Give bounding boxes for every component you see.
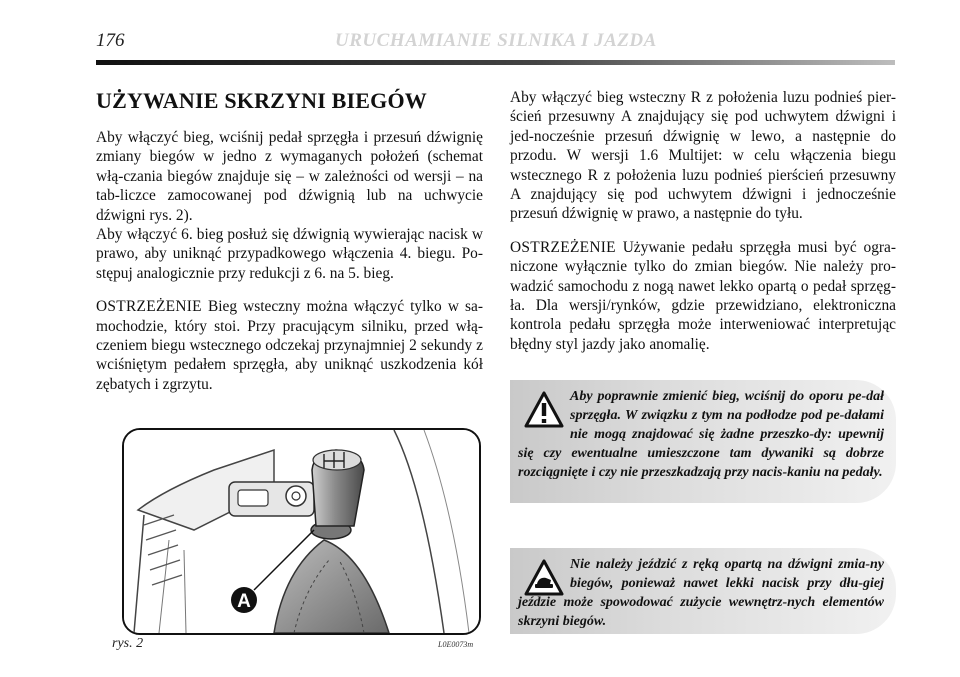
- header-rule: [96, 60, 895, 65]
- right-column: [510, 88, 896, 368]
- warning-box-text: Nie należy jeździć z ręką opartą na dźwigni zmia-ny biegów, ponieważ nawet lekki nacisk przy dłu-giej jeździe może spowodować zużycie wewnętrz-nych elementów skrzyni biegów.: [518, 557, 884, 629]
- warning-box-clutch: [510, 380, 896, 503]
- warning-text: Bieg wsteczny można włączyć tylko w sa-mochodzie, który stoi. Przy pracującym silniku, przed włą-czeniem biegu wstecznego odczekaj przynajmniej 2 sekundy z wciśniętym pedałem sprzęgła, aby uniknąć uszkodzenia kół zębatych i zgrzytu.: [96, 298, 483, 393]
- warning-text: Używanie pedału sprzęgła musi być ogra-niczone wyłącznie tylko do zmian biegów. Nie należy pro-wadzić samochodu z nogą nawet lekko opartą o pedał sprzęg-ła. Dla wersji/rynków, gdzie przewidziano, elektroniczna kontrola pedału sprzęgła może interweniować interpretując błędny styl jazdy jako anomalię.: [510, 238, 896, 353]
- warning-box-text: Aby poprawnie zmienić bieg, wciśnij do oporu pe-dał sprzęgła. W związku z tym na podłodze pod pe-dałami nie mogą znajdować się żadne przeszko-dy: upewnij się czy ewentualne umieszczone tam dywaniki są dobrze rozciągnięte i czy nie przeszkadzają przy nacis-kaniu na pedały.: [518, 389, 884, 480]
- figure-gear-lever: [122, 428, 481, 635]
- gear-lever-illustration: [124, 430, 479, 633]
- left-column: [96, 88, 483, 408]
- figure-code: L0E0073m: [438, 640, 474, 649]
- page-number: 176: [96, 30, 125, 51]
- paragraph-sixth-gear: Aby włączyć 6. bieg posłuż się dźwignią wywierając nacisk w prawo, aby uniknąć przypadkowego włączenia 4. biegu. Po-stępuj analogicznie przy redukcji z 6. na 5. bieg.: [96, 226, 483, 282]
- figure-caption: rys. 2: [112, 636, 144, 651]
- paragraph-clutch-warning: [510, 238, 896, 354]
- paragraph-reverse-warning: [96, 297, 483, 394]
- warning-box-hand: [510, 548, 896, 634]
- warning-label: OSTRZEŻENIE: [96, 298, 202, 316]
- marker-a-label: A: [237, 591, 251, 612]
- paragraph-gear-shift: Aby włączyć bieg, wciśnij pedał sprzęgła i przesuń dźwignię zmiany biegów w jedno z wymaganych położeń (schemat włą-czania biegów znajduje się – w zależności od wersji – na tab-liczce zamocowanej pod dźwignią lub na uchwycie dźwigni rys. 2).: [96, 129, 483, 224]
- paragraph-reverse-gear: Aby włączyć bieg wsteczny R z położenia luzu podnieś pier-ścień przesuwny A znajdujący się pod uchwytem dźwigni i jed-nocześnie przesuń dźwignię w lewo, a następnie do przodu. W wersji 1.6 Multijet: w celu włączenia biegu wstecznego R z położenia luzu podnieś pierścień przesuwny A znajdujący się pod uchwytem dźwigni i jednocześnie przesuń dźwignię w prawo, a następnie do tyłu.: [510, 89, 896, 223]
- warning-label: OSTRZEŻENIE: [510, 238, 616, 256]
- page-heading: UŻYWANIE SKRZYNI BIEGÓW: [96, 88, 428, 113]
- section-header: URUCHAMIANIE SILNIKA I JAZDA: [335, 30, 657, 51]
